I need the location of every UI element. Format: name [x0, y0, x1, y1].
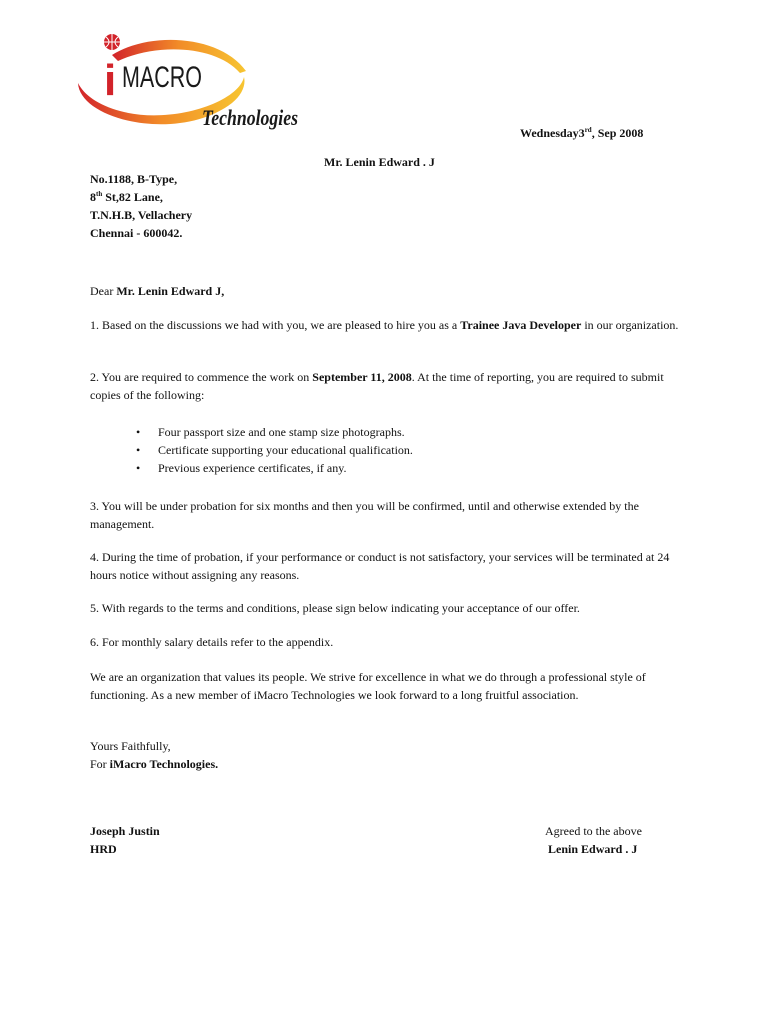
document-list [136, 423, 413, 477]
logo-macro: MACRO [122, 61, 202, 94]
recipient-address [90, 170, 192, 242]
paragraph-2: 2. You are required to commence the work on September 11, 2008. At the time of reporting, you are required to submit copies of the following: [90, 370, 664, 402]
address-line-1: No.1188, B-Type, [90, 172, 178, 186]
imacro-logo-graphic [60, 25, 320, 145]
bullet-icon: • [136, 461, 141, 475]
list-item: • Previous experience certificates, if any. [136, 461, 347, 475]
logo-i: i [104, 56, 117, 105]
paragraph-7: We are an organization that values its people. We strive for excellence in what we do through a professional style of functioning. As a new member of iMacro Technologies we look forward to a long fruitful association. [90, 670, 646, 702]
bullet-icon: • [136, 443, 141, 457]
list-item: • Certificate supporting your educational qualification. [136, 443, 413, 457]
bullet-icon: • [136, 425, 141, 439]
acceptance-label: Agreed to the above [545, 824, 642, 838]
logo-technologies: Technologies [202, 105, 298, 130]
closing-company: For iMacro Technologies. [90, 757, 219, 771]
letter-date: Wednesday3rd, Sep 2008 [520, 126, 644, 140]
signatory-title: HRD [90, 842, 117, 856]
paragraph-5: 5. With regards to the terms and conditions, please sign below indicating your acceptance of our offer. [90, 601, 580, 615]
closing-line: Yours Faithfully, [90, 739, 171, 753]
paragraph-1: 1. Based on the discussions we had with you, we are pleased to hire you as a Trainee Java Developer in our organization. [90, 318, 679, 332]
address-line-2: 8th St,82 Lane, [90, 190, 163, 204]
acceptance-name: Lenin Edward . J [548, 842, 638, 856]
salutation: Dear Mr. Lenin Edward J, [90, 284, 225, 298]
recipient-name: Mr. Lenin Edward . J [324, 155, 435, 169]
address-line-4: Chennai - 600042. [90, 226, 183, 240]
paragraph-4: 4. During the time of probation, if your performance or conduct is not satisfactory, your services will be terminated at 24 hours notice without assigning any reasons. [90, 550, 670, 582]
paragraph-3: 3. You will be under probation for six months and then you will be confirmed, until and otherwise extended by the management. [90, 499, 639, 531]
closing [90, 737, 680, 773]
company-logo [60, 25, 320, 145]
signatory-name: Joseph Justin [90, 824, 160, 838]
list-item: • Four passport size and one stamp size photographs. [136, 425, 405, 439]
paragraph-6: 6. For monthly salary details refer to the appendix. [90, 635, 334, 649]
hr-signatory [90, 822, 160, 858]
address-line-3: T.N.H.B, Vellachery [90, 208, 193, 222]
